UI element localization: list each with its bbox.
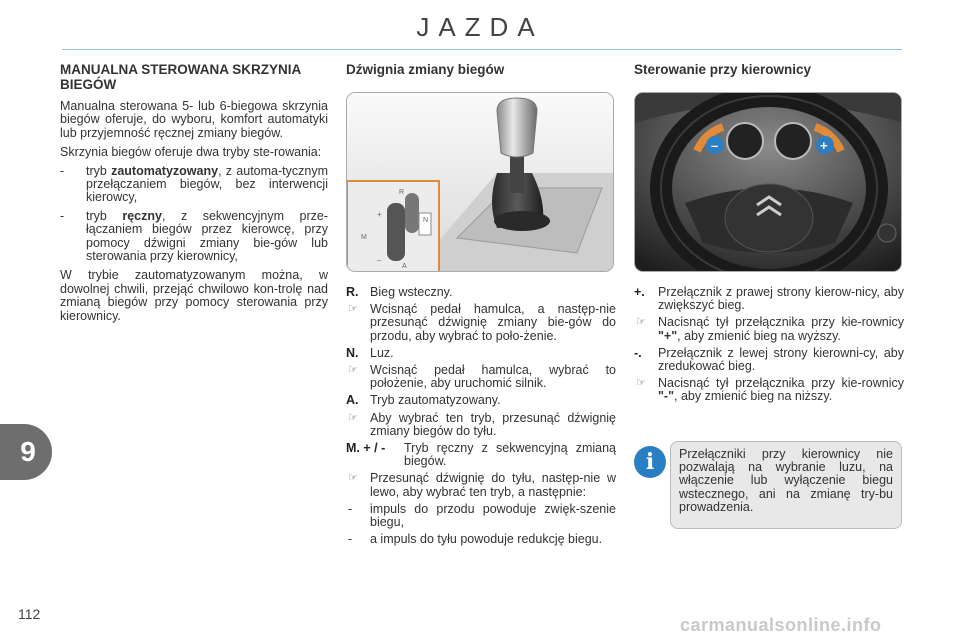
gear-n-bullet: ☞ Wcisnąć pedał hamulca, wybrać to położenie, aby uruchomić silnik. xyxy=(348,363,616,391)
section-title-steering: Sterowanie przy kierownicy xyxy=(634,62,812,77)
steering-instructions xyxy=(634,286,904,408)
gear-m-dash-up: - impuls do przodu powoduje zwięk-szenie biegu, xyxy=(348,501,616,530)
intro-paragraph: Manualna sterowana 5- lub 6-biegowa skrzynia biegów oferuje, do wyboru, komfort automatyki lub przyjemność ręcznej zmiany biegów. xyxy=(60,99,328,140)
column-steering-controls xyxy=(634,62,904,77)
header-divider xyxy=(62,49,902,50)
paddle-plus-bullet: ☞ Nacisnąć tył przełącznika przy kie-rownicy "+", aby zmienić bieg na wyższy. xyxy=(636,315,904,343)
gear-n-item: N. Luz. xyxy=(346,345,394,360)
paddle-plus-item: +. Przełącznik z prawej strony kierow-nicy, aby zwiększyć bieg. xyxy=(634,285,904,313)
page-title: JAZDA xyxy=(416,12,544,42)
paddle-minus-icon: – xyxy=(711,138,719,153)
modes-paragraph: Skrzynia biegów oferuje dwa tryby ste-rowania: xyxy=(60,145,322,160)
gear-m-bullet: ☞ Przesunąć dźwignię do tyłu, następ-nie w lewo, aby wybrać ten tryb, a następnie: xyxy=(348,471,616,499)
gear-m-item: M. + / - Tryb ręczny z sekwencyjną zmianą biegów. xyxy=(346,441,616,469)
watermark: carmanualsonline.info xyxy=(680,615,882,635)
paddle-minus-bullet: ☞ Nacisnąć tył przełącznika przy kie-rownicy "-", aby zmienić bieg na niższy. xyxy=(636,376,904,404)
section-title-gear-lever: Dźwignia zmiany biegów xyxy=(346,62,505,77)
gear-lever-image xyxy=(346,92,614,272)
pointer-icon: ☞ xyxy=(636,377,646,390)
gear-r-bullet: ☞ Wcisnąć pedał hamulca, a następ-nie przesunąć dźwignię zmiany bie-gów do przodu, aby wybrać to poło-żenie. xyxy=(348,302,616,343)
gear-n-label: N xyxy=(423,217,429,224)
column-manual-gearbox xyxy=(60,62,328,323)
gear-plus-label: + xyxy=(377,210,382,219)
page-number: 112 xyxy=(18,606,41,622)
gear-m-label: M xyxy=(361,234,367,241)
paddle-plus-icon: + xyxy=(820,138,828,153)
gear-a-bullet: ☞ Aby wybrać ten tryb, przesunąć dźwignię zmiany biegów do tyłu. xyxy=(348,410,616,438)
gear-a-label: A xyxy=(402,263,407,270)
gear-r-label: R xyxy=(399,189,405,196)
pointer-icon: ☞ xyxy=(636,316,646,329)
mode-item-manual: - tryb ręczny, z sekwencyjnym prze-łączaniem biegów przez kierowcę, przy pomocy dźwigni zmiany bie-gów lub sterowania przy kierownicy, xyxy=(60,208,328,264)
chapter-tab: 9 xyxy=(0,424,52,480)
gear-m-dash-down: - a impuls do tyłu powoduje redukcję biegu. xyxy=(348,532,603,547)
gear-a-item: A. Tryb zautomatyzowany. xyxy=(346,393,501,408)
pointer-icon: ☞ xyxy=(348,411,358,424)
info-note: Przełączniki przy kierownicy nie pozwalają na wybranie luzu, na włączenie lub wyłączenie biegu wstecznego, ani na zmianę try-bu prowadzenia. xyxy=(670,441,902,529)
paddle-minus-item: -. Przełącznik z lewej strony kierowni-cy, aby zredukować bieg. xyxy=(634,345,904,374)
pointer-icon: ☞ xyxy=(348,303,358,316)
gear-lever-instructions xyxy=(346,286,616,550)
override-paragraph: W trybie zautomatyzowanym można, w dowolnej chwili, przejąć chwilowo kon-trolę nad zmianą biegów przy pomocy sterowania przy kierownicy. xyxy=(60,268,328,323)
info-icon: i xyxy=(634,446,666,478)
section-title-gearbox: MANUALNA STEROWANA SKRZYNIA BIEGÓW xyxy=(60,62,301,92)
gear-r-item: R. Bieg wsteczny. xyxy=(346,285,453,299)
mode-item-auto: - tryb zautomatyzowany, z automa-tycznym przełączaniem biegów, bez interwencji kierowcy, xyxy=(60,163,328,205)
gear-minus-label: – xyxy=(377,256,382,265)
column-gear-lever xyxy=(346,62,616,77)
pointer-icon: ☞ xyxy=(348,364,358,377)
steering-wheel-image xyxy=(634,92,902,272)
pointer-icon: ☞ xyxy=(348,472,358,485)
